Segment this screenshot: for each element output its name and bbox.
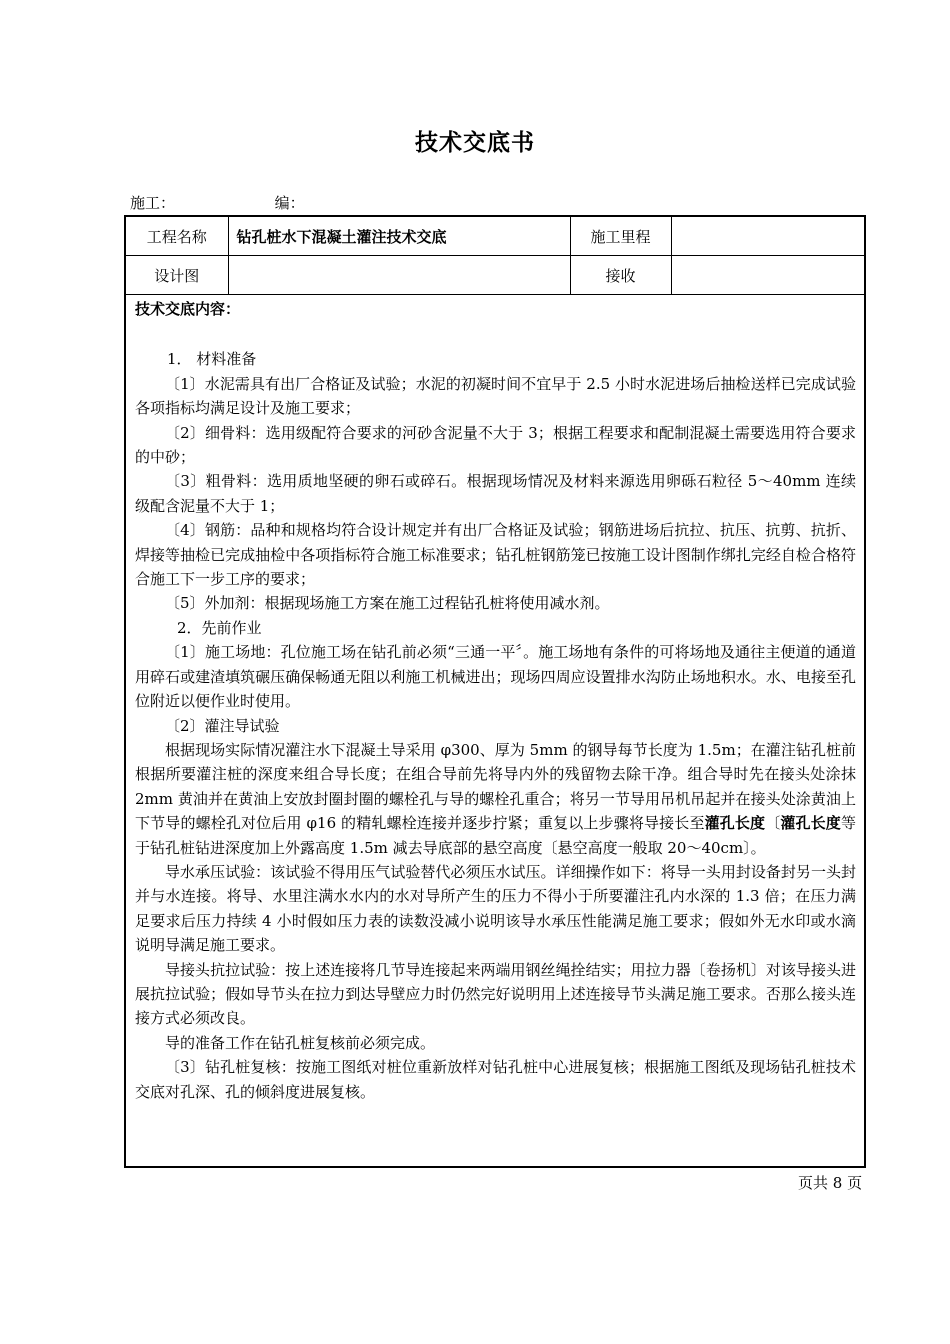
section-title: 2．先前作业 (177, 618, 262, 637)
document-title: 技术交底书 (415, 130, 535, 156)
paragraph: 〔1〕施工场地：孔位施工场在钻孔前必须“三通一平〞。施工场地有条件的可将场地及通往主便道的通道用碎石或建渣填筑碾压确保畅通无阻以利施工机械进出；现场四周应设置排水沟防止场地积水。水、电接至孔位附近以便作业时使用。 (135, 643, 856, 711)
design-label: 设计图 (126, 256, 228, 295)
paragraph: 〔2〕细骨料：选用级配符合要求的河砂含泥量不大于 3；根据工程要求和配制混凝土需要选用符合要求的中砂； (135, 423, 856, 467)
mileage-label: 施工里程 (570, 217, 671, 256)
paragraph: 〔5〕外加剂：根据现场施工方案在施工过程钻孔桩将使用减水剂。 (165, 594, 610, 613)
construction-label: 施工： (130, 194, 176, 212)
paragraph-text: 〔 (765, 814, 781, 833)
editor-label: 编： (274, 194, 305, 212)
paragraph: 导接头抗拉试验：按上述连接将几节导连接起来两端用钢丝绳拴结实；用拉力器〔卷扬机〕对该导接头进展抗拉试验；假如导节头在拉力到达导壁应力时仍然完好说明用上述连接导节头满足施工要求。否那么接头连接方式必须改良。 (135, 960, 856, 1028)
paragraph-text: 根据现场实际情况灌注水下混凝土导采用 φ300、厚为 5mm 的钢导每节长度为 1.5m；在灌注钻孔桩前根据所要灌注桩的深度来组合导长度；在组合导前先将导内外的残留物去除干净。组合导时先在接头处涂抹 2mm 黄油并在黄油上安放封圈封圈的螺栓孔与导的螺栓孔重合；将另一节导用吊机吊起并在接头处涂黄油上下节导的螺栓孔对位后用 φ16 的精轧螺栓连接并逐步拧紧；重复以上步骤将导接长至 (135, 740, 856, 833)
bold-term: 灌孔长度 (704, 814, 766, 833)
receive-label: 接收 (570, 256, 671, 295)
paragraph: 〔2〕灌注导试验 (165, 716, 280, 735)
page-count: 页共 8 页 (798, 1174, 863, 1192)
paragraph: 导水承压试验：该试验不得用压气试验替代必须压水试压。详细操作如下：将导一头用封设备封另一头封并与水连接。将导、水里注满水水内的水对导所产生的压力不得小于所要灌注孔内水深的 1.3 倍；在压力满足要求后压力持续 4 小时假如压力表的读数没减小说明该导水承压性能满足施工要求；假如外无水印或水滴说明导满足施工要求。 (135, 862, 856, 955)
project-name-label: 工程名称 (126, 217, 228, 256)
paragraph-text: 等于钻孔桩钻进深度加上外露高度 1.5m 减去导底部的悬空高度〔悬空高度一般取 20～40cm〕。 (135, 814, 856, 857)
paragraph: 〔3〕粗骨料：选用质地坚硬的卵石或碎石。根据现场情况及材料来源选用卵砾石粒径 5～40mm 连续级配含泥量不大于 1； (135, 472, 856, 515)
disclosure-content (126, 295, 864, 1104)
disclosure-form (124, 215, 866, 1168)
paragraph: 〔4〕钢筋：品种和规格均符合设计规定并有出厂合格证及试验；钢筋进场后抗拉、抗压、抗剪、抗折、焊接等抽检已完成抽检中各项指标符合施工标准要求；钻孔桩钢筋笼已按施工设计图制作绑扎完经自检合格符合施工下一步工序的要求； (135, 521, 856, 589)
meta-line (130, 192, 305, 213)
content-heading: 技术交底内容： (135, 300, 241, 318)
section-title: 1． 材料准备 (167, 350, 257, 369)
paragraph: 〔3〕钻孔桩复核：按施工图纸对桩位重新放样对钻孔桩中心进展复核；根据施工图纸及现场钻孔桩技术交底对孔深、孔的倾斜度进展复核。 (135, 1058, 856, 1101)
design-value (228, 256, 570, 295)
bold-term: 灌孔长度 (780, 814, 841, 833)
receive-value (671, 256, 866, 295)
paragraph: 〔1〕水泥需具有出厂合格证及试验；水泥的初凝时间不宜早于 2.5 小时水泥进场后抽检送样已完成试验各项指标均满足设计及施工要求； (135, 374, 856, 418)
mileage-value (671, 217, 866, 256)
project-name-value: 钻孔桩水下混凝土灌注技术交底 (228, 217, 570, 256)
paragraph: 导的准备工作在钻孔桩复核前必须完成。 (165, 1033, 436, 1052)
header-table (126, 217, 866, 295)
paragraph (135, 738, 856, 860)
